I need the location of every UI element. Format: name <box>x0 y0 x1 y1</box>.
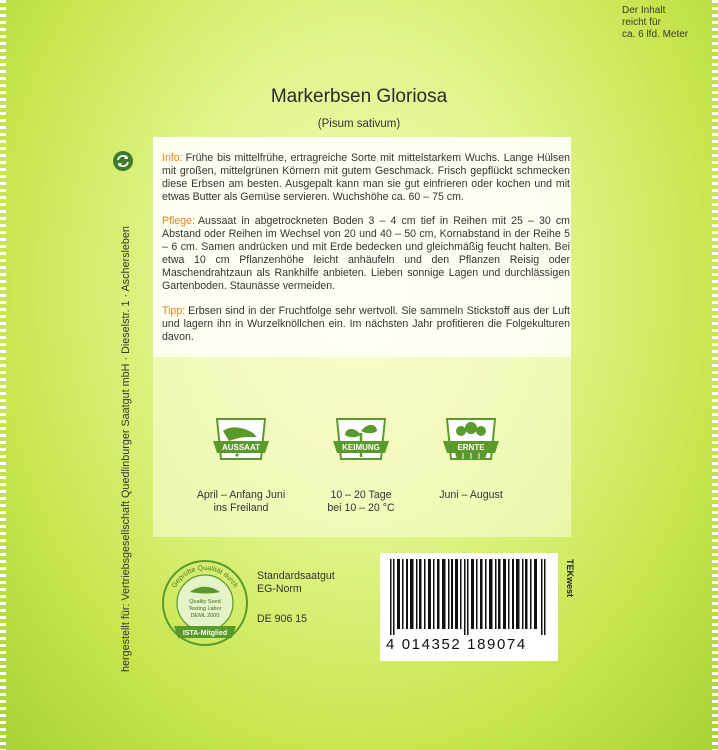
tipp-text: Erbsen sind in der Fruchtfolge sehr wertvoll. Sie sammeln Stickstoff aus der Luft und lagern ihn in Wurzelknöllchen ein. Im nächsten Jahr profitieren die Folgekulturen davon. <box>162 305 570 343</box>
product-title: Markerbsen Gloriosa <box>270 86 448 107</box>
quantity-note-line3: ca. 6 lfd. Meter <box>622 29 689 40</box>
seal-inner-line2: Testing Labor <box>188 606 222 612</box>
left-serrated-edge <box>0 0 6 750</box>
keimung-caption-line2: bei 10 – 20 °C <box>327 502 395 514</box>
keimung-icon-box <box>333 417 389 487</box>
seal-inner-line3: DEML 2000 <box>190 613 220 619</box>
info-label: Info: <box>162 152 183 164</box>
pflege-label: Pflege: <box>162 215 195 227</box>
standard-info <box>257 570 335 596</box>
keimung-label: KEIMUNG <box>342 443 380 452</box>
quantity-note-line2: reicht für <box>622 17 661 28</box>
pflege-paragraph <box>162 215 570 293</box>
tipp-label: Tipp: <box>162 305 186 317</box>
ernte-icon-box <box>443 417 499 487</box>
ernte-label: ERNTE <box>457 443 485 452</box>
barcode-number: 4 014352 189074 <box>386 636 527 653</box>
aussaat-caption-line1: April – Anfang Juni <box>196 489 286 501</box>
quantity-note-line1: Der Inhalt <box>622 5 666 16</box>
quality-seal <box>160 558 250 648</box>
manufacturer-vertical <box>120 152 135 672</box>
info-paragraph <box>162 152 570 204</box>
ernte-caption-line1: Juni – August <box>439 489 503 501</box>
latin-name: (Pisum sativum) <box>317 118 401 130</box>
brand-mark <box>563 559 577 619</box>
info-text: Frühe bis mittelfrühe, ertragreiche Sorte mit mittelstarkem Wuchs. Lange Hülsen mit großen, mittelgrünen Körnern mit gutem Geschmack. Frisch gepflückt schmecken diese Erbsen am besten. Ausgepalt kann man sie gut einfrieren oder kochen und mit etwas Butter als Gemüse servieren. Wuchshöhe ca. 60 – 75 cm. <box>162 152 570 203</box>
right-serrated-edge <box>712 0 718 750</box>
standard-code: DE 906 15 <box>257 613 308 625</box>
barcode <box>380 553 558 661</box>
manufacturer-text: hergestellt für: Vertriebsgesellschaft Quedlinburger Saatgut mbH · Dieselstr. 1 · Aschersleben <box>120 226 132 672</box>
aussaat-label: AUSSAAT <box>221 443 261 452</box>
aussaat-icon-box <box>213 417 269 487</box>
seal-arc-bottom: ISTA-Mitglied <box>182 630 228 637</box>
seal-inner-line1: Quality Seed <box>189 599 221 605</box>
keimung-caption <box>301 489 421 515</box>
brand-text: TEKwest <box>565 559 575 598</box>
standard-line2: EG-Norm <box>257 583 302 595</box>
pflege-text: Aussaat in abgetrockneten Boden 3 – 4 cm tief in Reihen mit 25 – 30 cm Abstand oder Reihen im Wechsel von 20 und 40 – 50 cm, Kornabstand in der Reihe 5 – 6 cm. Samen andrücken und mit Erde bedecken und gleichmäßig feucht halten. Bei etwa 10 cm Pflanzenhöhe leicht anhäufeln und den Pflanzen Reisig oder Maschendrahtzaun als Rankhilfe anbieten. Lieben sonnige Lagen und durchlässigen Gartenboden. Staunässe vermeiden. <box>162 215 570 292</box>
aussaat-caption <box>181 489 301 515</box>
aussaat-caption-line2: ins Freiland <box>213 502 269 514</box>
tipp-paragraph <box>162 305 570 344</box>
keimung-caption-line1: 10 – 20 Tage <box>330 489 392 501</box>
seal-arc-top: Geprüfte Qualität durch <box>171 564 239 590</box>
barcode-bars <box>390 559 548 635</box>
ernte-caption <box>411 489 531 502</box>
quantity-note <box>622 5 704 41</box>
standard-line1: Standardsaatgut <box>257 570 335 582</box>
